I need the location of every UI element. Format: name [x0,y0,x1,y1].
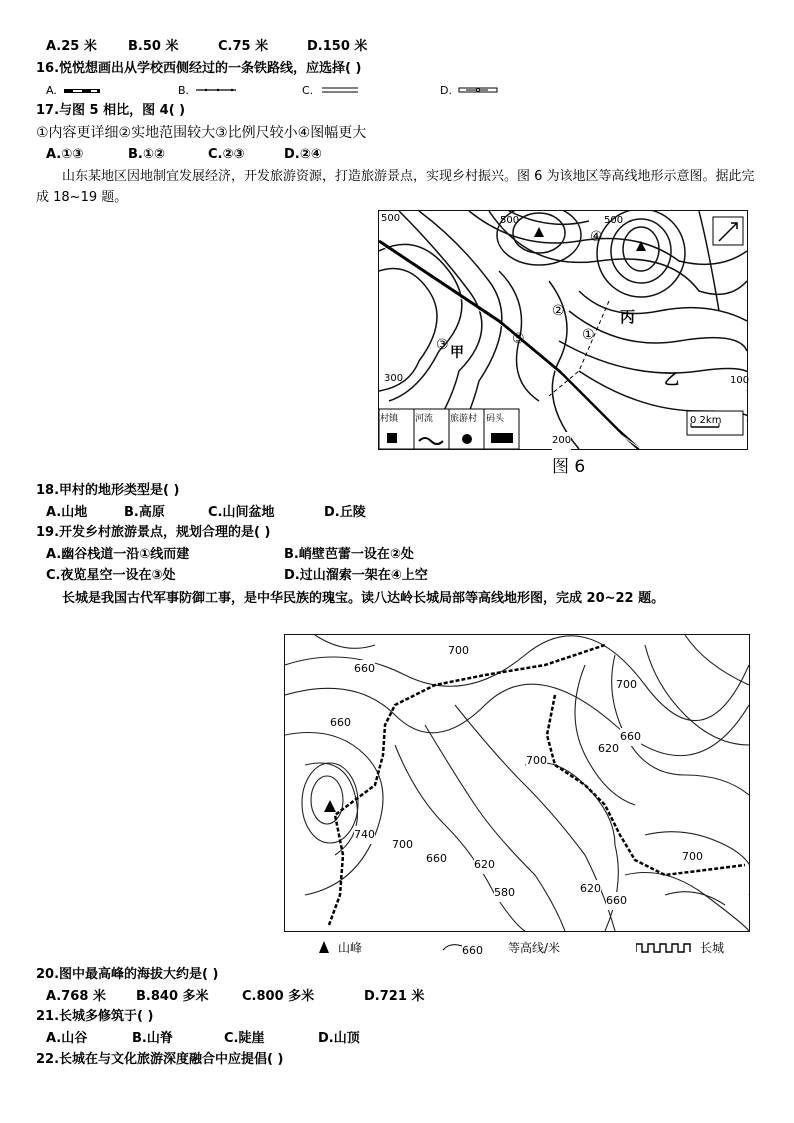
legend-wall-label: 长城 [700,941,725,955]
q17-option-d: D.②④ [284,147,322,162]
q19-option-c: C.夜览星空一设在③处 [46,568,176,583]
site-marker-3: ③ [436,337,449,353]
railway-symbol-b [196,86,238,94]
q22-stem: 22.长城在与文化旅游深度融合中应提倡( ) [36,1052,284,1067]
railway-symbol-d [458,86,502,94]
q21-option-c: C.陡崖 [224,1031,265,1046]
q19-option-a: A.幽谷栈道一沿①线而建 [46,547,190,562]
q20-option-d: D.721 米 [364,989,425,1004]
village-bing: 丙 [620,308,636,326]
q15-option-a: A.25 米 [46,39,97,54]
contour-label: 700 [448,642,469,660]
legend-contour-icon [442,940,464,952]
contour-label: 620 [580,880,601,898]
q16-option-c: C. [302,84,314,97]
contour-label: 700 [392,836,413,854]
q17-statements: ①内容更详细②实地范围较大③比例尺较小④图幅更大 [36,125,367,141]
q16-option-a: A. [46,84,57,97]
legend-label: 河流 [415,414,434,424]
q21-stem: 21.长城多修筑于( ) [36,1009,154,1024]
q18-option-a: A.山地 [46,505,88,520]
contour-label: 500 [381,213,401,224]
q17-stem: 17.与图 5 相比，图 4( ) [36,103,186,118]
contour-label: 620 [474,856,495,874]
q19-option-b: B.峭壁芭蕾一设在②处 [284,547,414,562]
q21-option-d: D.山顶 [318,1031,360,1046]
intro-fig6: 山东某地区因地制宜发展经济，开发旅游资源，打造旅游景点，实现乡村振兴。图 6 为该地区等高线地形示意图。据此完成 18~19 题。 [36,169,755,205]
q17-option-c: C.②③ [208,147,245,162]
contour-label: 660 [620,728,641,746]
q20-stem: 20.图中最高峰的海拔大约是( ) [36,967,219,982]
q16-option-d: D. [440,84,452,97]
contour-label: 660 [354,660,375,678]
intro-fig7: 长城是我国古代军事防御工事，是中华民族的瑰宝。读八达岭长城局部等高线地形图，完成 20~22 题。 [62,591,665,606]
site-marker-1: ① [582,327,595,343]
contour-label: 700 [526,752,547,770]
peak-icon [534,227,544,237]
q18-option-c: C.山间盆地 [208,505,275,520]
contour-label: 660 [606,892,627,910]
site-marker-2: ② [552,303,565,319]
railway-symbol-c [322,86,362,94]
contour-label: 740 [354,826,375,844]
site-marker-5: ⑤ [512,331,525,347]
q15-option-d: D.150 米 [307,39,368,54]
contour-label: 580 [494,884,515,902]
q19-option-d: D.过山溜索一架在④上空 [284,568,428,583]
legend-peak-icon [318,940,330,954]
legend-label: 旅游村 [450,414,478,424]
contour-label: 660 [426,850,447,868]
q18-option-b: B.高原 [124,505,165,520]
legend-contour-label: 等高线/米 [508,941,561,955]
q18-stem: 18.甲村的地形类型是( ) [36,483,180,498]
q21-option-a: A.山谷 [46,1031,88,1046]
figure-6-caption: 图 6 [552,457,586,477]
contour-label: 100 [730,375,750,386]
figure-7-map [284,634,750,932]
q15-option-c: C.75 米 [218,39,269,54]
q21-option-b: B.山脊 [132,1031,173,1046]
q15-option-b: B.50 米 [128,39,179,54]
legend-contour-value: 660 [462,944,483,957]
contour-label: 660 [330,714,351,732]
legend-peak-label: 山峰 [338,941,363,955]
contour-label: 620 [598,740,619,758]
q16-option-b: B. [178,84,190,97]
q20-option-a: A.768 米 [46,989,106,1004]
q20-option-b: B.840 多米 [136,989,209,1004]
railway-symbol-a [64,88,104,94]
legend-label: 村镇 [380,414,399,424]
legend-wall-icon [636,940,696,954]
site-marker-4: ④ [590,229,603,245]
q17-option-a: A.①③ [46,147,84,162]
contour-label: 300 [384,373,404,384]
contour-label: 500 [604,215,624,226]
village-jia: 甲 [450,345,464,361]
contour-label: 200 [552,432,571,450]
q20-option-c: C.800 多米 [242,989,315,1004]
peak-icon [324,800,336,812]
contour-label: 500 [500,215,520,226]
q18-option-d: D.丘陵 [324,505,366,520]
contour-label: 700 [682,848,703,866]
legend-label: 码头 [486,414,505,424]
village-yi: 乙 [664,370,680,388]
q17-option-b: B.①② [128,147,165,162]
q19-stem: 19.开发乡村旅游景点，规划合理的是( ) [36,525,271,540]
scale-bar-label: 0 2km [690,415,722,426]
q16-stem: 16.悦悦想画出从学校西侧经过的一条铁路线，应选择( ) [36,61,362,76]
contour-label: 700 [616,676,637,694]
